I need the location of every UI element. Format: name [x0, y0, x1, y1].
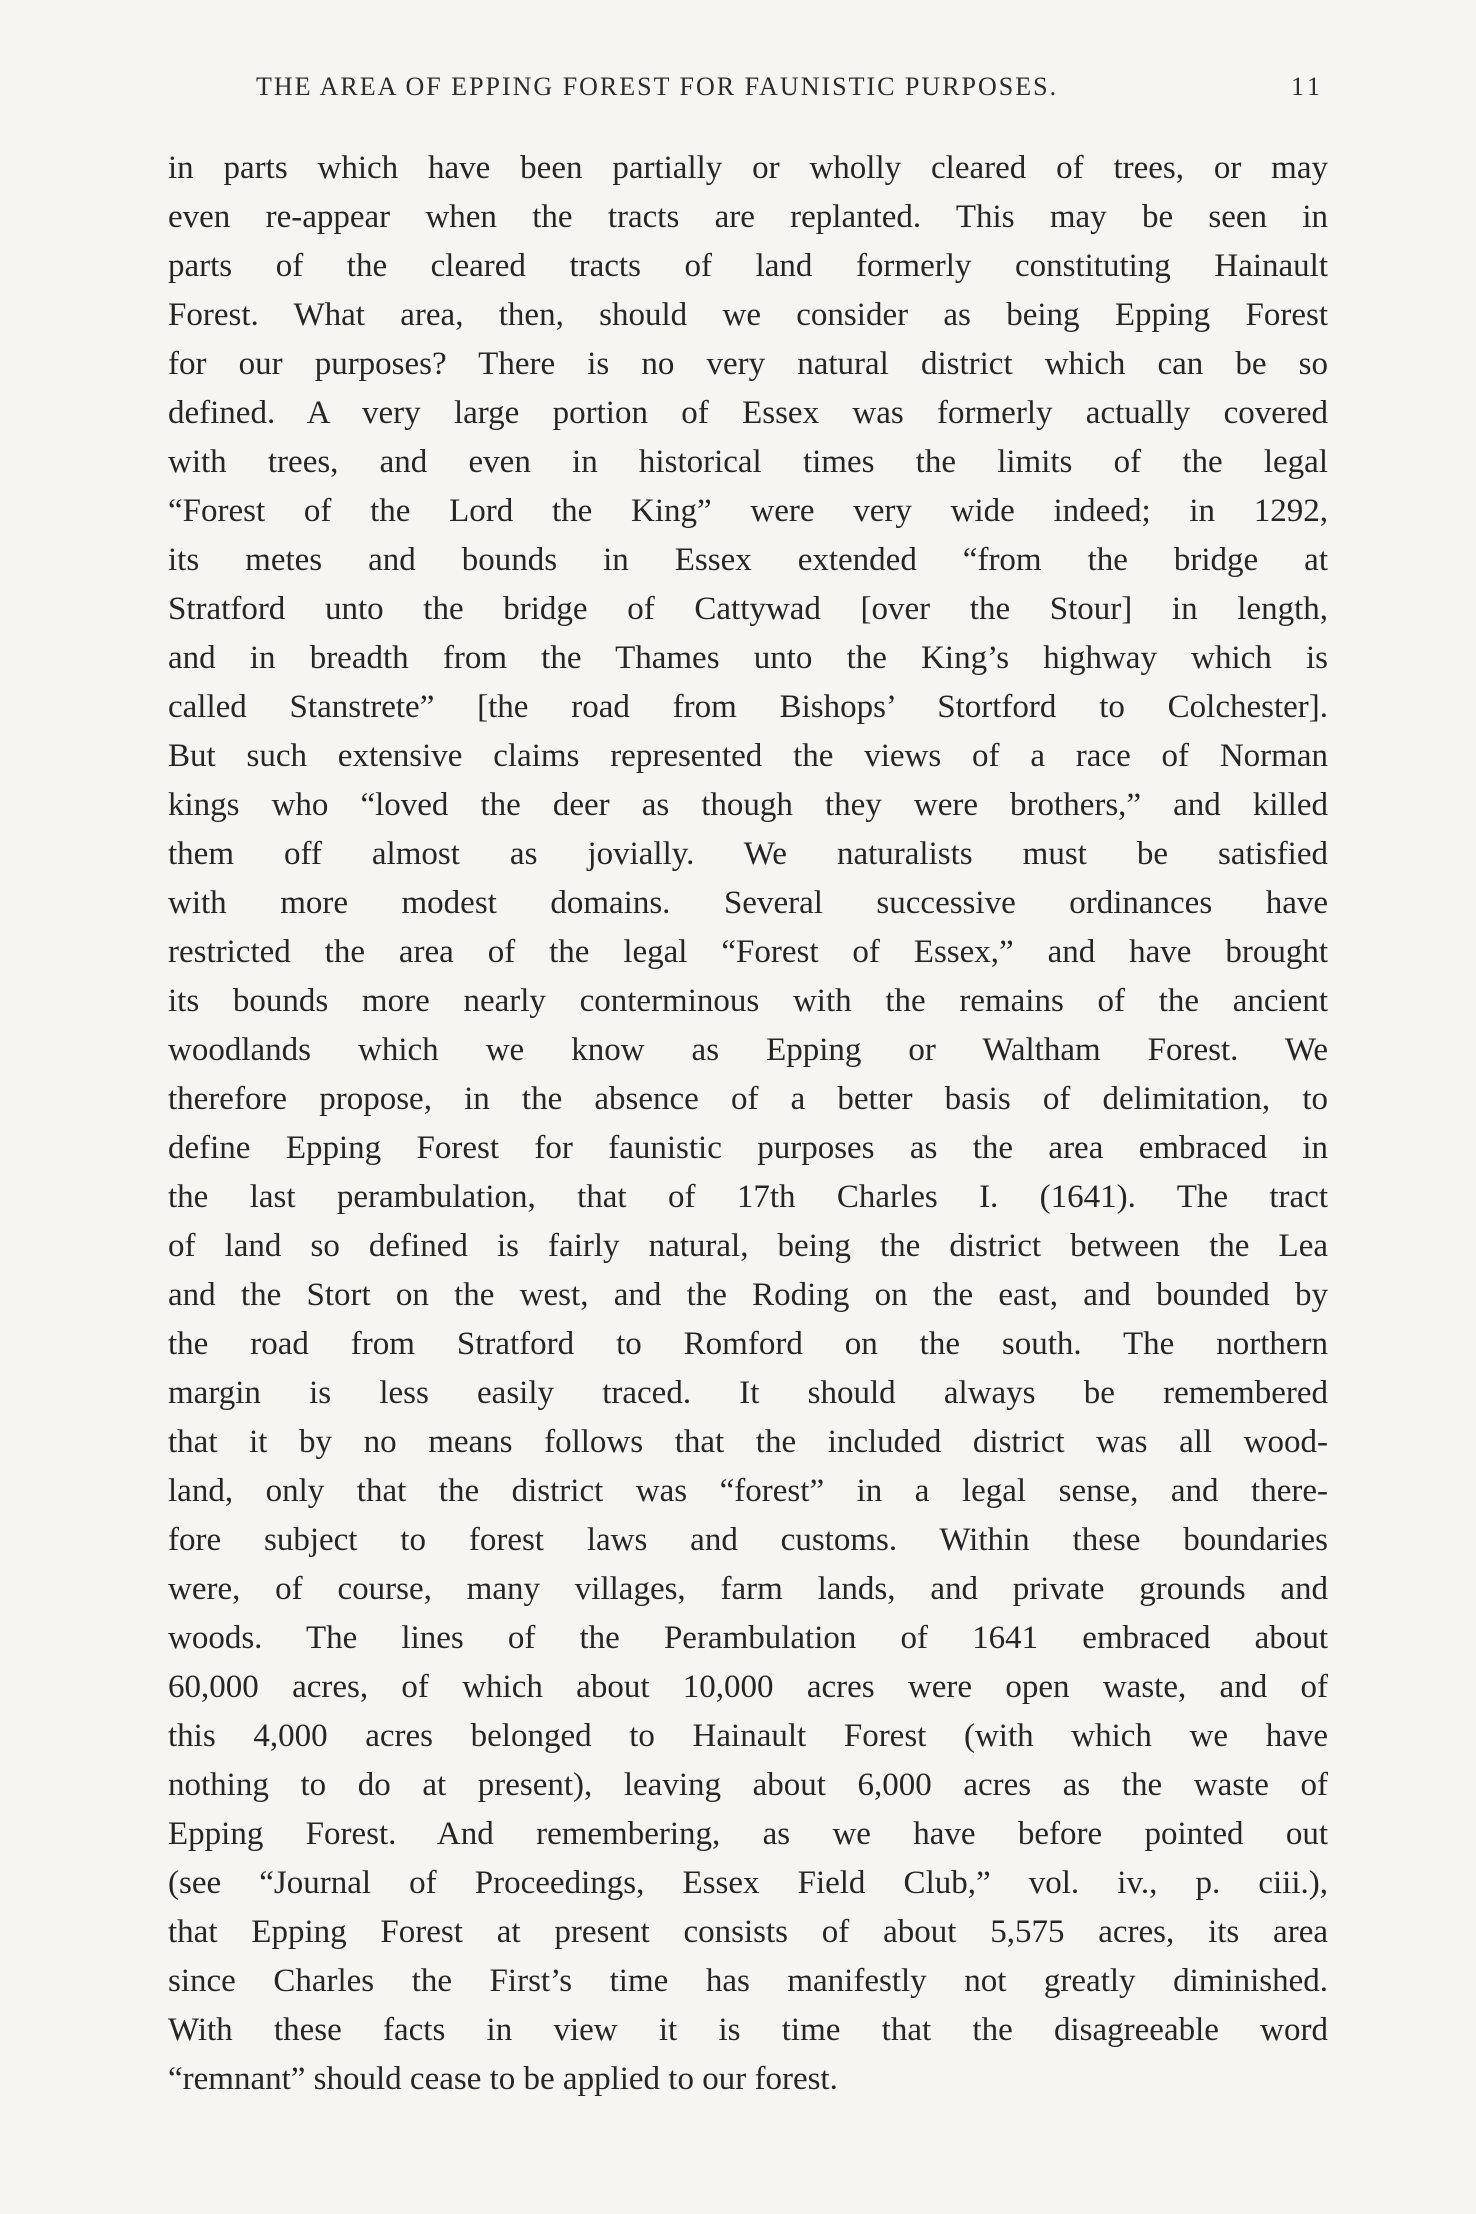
text-line: that it by no means follows that the included district was all wood-: [168, 1424, 1328, 1460]
text-line: 60,000 acres, of which about 10,000 acres were open waste, and of: [168, 1669, 1328, 1705]
text-line: the road from Stratford to Romford on the south. The northern: [168, 1326, 1328, 1362]
text-line: this 4,000 acres belonged to Hainault Forest (with which we have: [168, 1718, 1328, 1754]
text-line: Forest. What area, then, should we consider as being Epping Forest: [168, 297, 1328, 333]
text-line: defined. A very large portion of Essex was formerly actually covered: [168, 395, 1328, 431]
text-line: But such extensive claims represented the views of a race of Norman: [168, 738, 1328, 774]
text-line: Stratford unto the bridge of Cattywad [over the Stour] in length,: [168, 591, 1328, 627]
text-line: woodlands which we know as Epping or Waltham Forest. We: [168, 1032, 1328, 1068]
text-line: called Stanstrete” [the road from Bishops’ Stortford to Colchester].: [168, 689, 1328, 725]
text-line: its metes and bounds in Essex extended “from the bridge at: [168, 542, 1328, 578]
text-line: that Epping Forest at present consists of about 5,575 acres, its area: [168, 1914, 1328, 1950]
text-line: fore subject to forest laws and customs. Within these boundaries: [168, 1522, 1328, 1558]
text-line: (see “Journal of Proceedings, Essex Field Club,” vol. iv., p. ciii.),: [168, 1865, 1328, 1901]
text-line: Epping Forest. And remembering, as we have before pointed out: [168, 1816, 1328, 1852]
text-line: land, only that the district was “forest” in a legal sense, and there-: [168, 1473, 1328, 1509]
text-line: and the Stort on the west, and the Roding on the east, and bounded by: [168, 1277, 1328, 1313]
text-line: therefore propose, in the absence of a better basis of delimitation, to: [168, 1081, 1328, 1117]
text-line: nothing to do at present), leaving about 6,000 acres as the waste of: [168, 1767, 1328, 1803]
text-line: woods. The lines of the Perambulation of 1641 embraced about: [168, 1620, 1328, 1656]
text-line: its bounds more nearly conterminous with the remains of the ancient: [168, 983, 1328, 1019]
text-line: margin is less easily traced. It should always be remembered: [168, 1375, 1328, 1411]
running-head-title: THE AREA OF EPPING FOREST FOR FAUNISTIC PURPOSES.: [256, 72, 1059, 101]
text-line: of land so defined is fairly natural, being the district between the Lea: [168, 1228, 1328, 1264]
text-line: and in breadth from the Thames unto the King’s highway which is: [168, 640, 1328, 676]
text-line: since Charles the First’s time has manifestly not greatly diminished.: [168, 1963, 1328, 1999]
text-line: parts of the cleared tracts of land formerly constituting Hainault: [168, 248, 1328, 284]
text-line: define Epping Forest for faunistic purposes as the area embraced in: [168, 1130, 1328, 1166]
text-line: in parts which have been partially or wholly cleared of trees, or may: [168, 150, 1328, 186]
text-line: with trees, and even in historical times the limits of the legal: [168, 444, 1328, 480]
text-line: With these facts in view it is time that the disagreeable word: [168, 2012, 1328, 2048]
text-line: even re-appear when the tracts are replanted. This may be seen in: [168, 199, 1328, 235]
text-line: “Forest of the Lord the King” were very wide indeed; in 1292,: [168, 493, 1328, 529]
text-line: kings who “loved the deer as though they were brothers,” and killed: [168, 787, 1328, 823]
running-head: [168, 72, 1328, 108]
text-line: “remnant” should cease to be applied to our forest.: [168, 2061, 838, 2097]
text-line: were, of course, many villages, farm lands, and private grounds and: [168, 1571, 1328, 1607]
page-number: 11: [1290, 72, 1324, 101]
text-line: them off almost as jovially. We naturalists must be satisfied: [168, 836, 1328, 872]
text-line: for our purposes? There is no very natural district which can be so: [168, 346, 1328, 382]
text-line: the last perambulation, that of 17th Charles I. (1641). The tract: [168, 1179, 1328, 1215]
text-line: restricted the area of the legal “Forest of Essex,” and have brought: [168, 934, 1328, 970]
text-line: with more modest domains. Several successive ordinances have: [168, 885, 1328, 921]
body-paragraph: [168, 144, 1328, 2104]
